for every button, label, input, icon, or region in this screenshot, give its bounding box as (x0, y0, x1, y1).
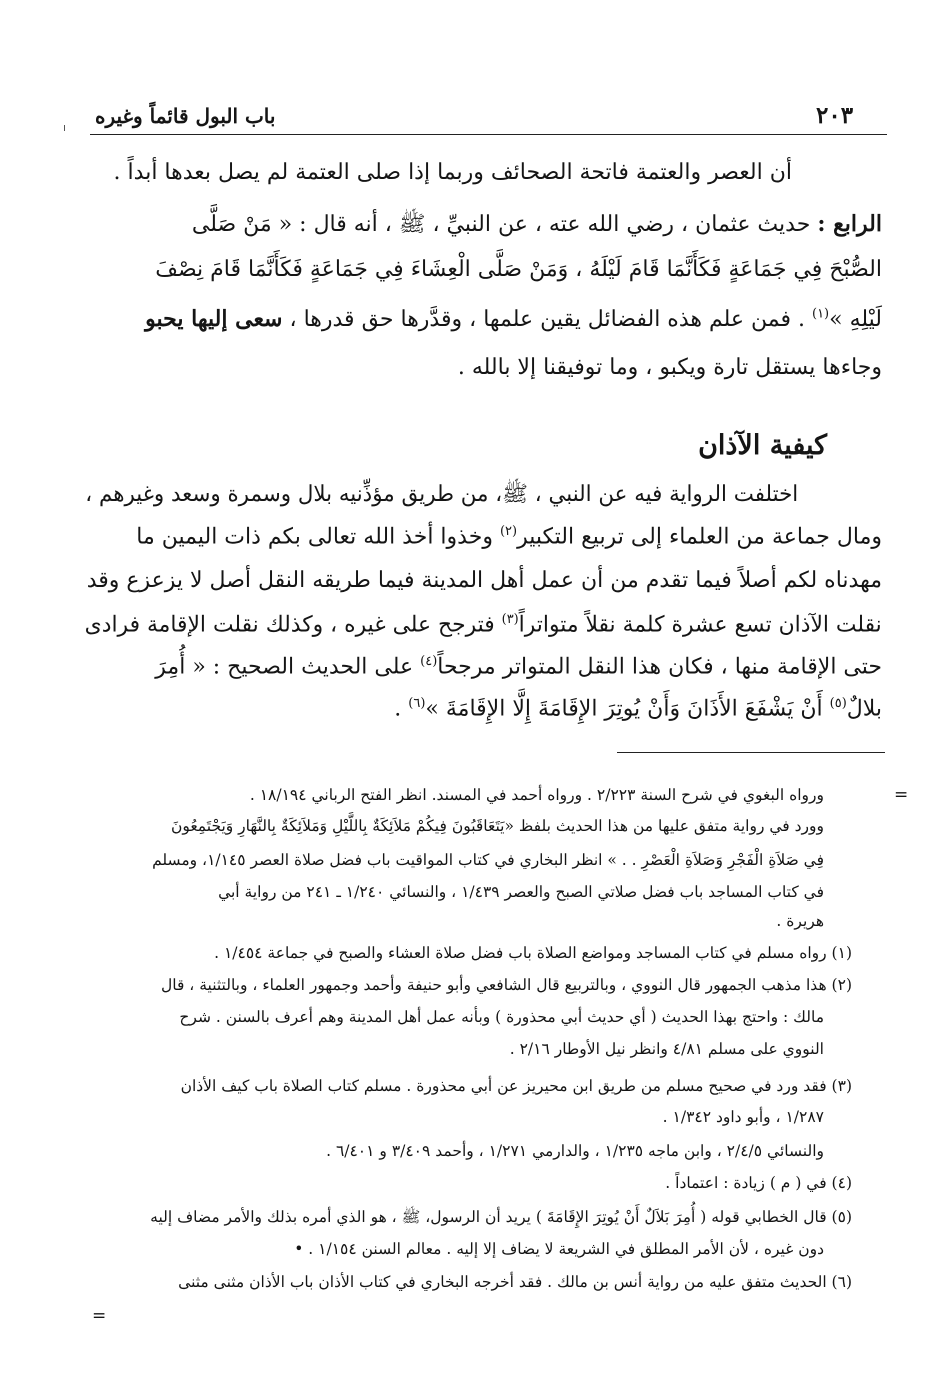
footnote-line: النووي على مسلم ٤/٨١ وانظر نيل الأوطار ٢/١٦ . (509, 1040, 824, 1058)
text-segment: . (394, 696, 409, 722)
footnote-line: (٥) قال الخطابي قوله ( أُمِرَ بَلاَلٌ أَنْ يُوتِرَ الإِقَامَةَ ) يريد أن الرسول، ﷺ ، هو الذي أمره بذلك والأمر مضاف إليه (150, 1208, 852, 1226)
footnote-ref: (٤) (420, 654, 438, 669)
text-segment: حتى الإقامة منها ، فكان هذا النقل المتواتر مرجحاً (437, 654, 882, 680)
text-segment: على الحديث الصحيح : « أُمِرَ (155, 654, 421, 680)
text-segment: ومال جماعة من العلماء إلى تربيع التكبير (517, 524, 882, 550)
margin-mark (64, 125, 65, 131)
quote-end: لَيْلِهِ » (829, 307, 882, 332)
footnote-line: هريرة . (776, 912, 824, 930)
footnote-ref: (٣) (501, 612, 519, 627)
footnote-line: في كتاب المساجد باب فضل صلاتي الصبح والعصر ١/٤٣٩ ، والنسائي ١/٢٤٠ ـ ٢٤١ من رواية أبي (218, 883, 824, 901)
text-line: مهدناه لكم أصلاً فيما تقدم من أن عمل أهل المدينة فيما طريقه النقل أصل لا يزعزع وقد (86, 568, 882, 593)
footnote-ref: (٦) (408, 696, 426, 711)
footnote-line: دون غيره ، لأن الأمر المطلق في الشريعة لا يضاف إلا إليه . معالم السنن ١/١٥٤ . • (294, 1240, 824, 1258)
text-line (155, 654, 882, 679)
footnote-line: مالك : واحتج بهذا الحديث ( أي حديث أبي محذورة ) وبأنه عمل أهل المدينة وهم أعرف بالسنن . شرح (179, 1008, 824, 1026)
footnote-separator (617, 752, 885, 753)
footnote-line: فِي صَلاَةِ الْفَجْرِ وَصَلاَةِ الْعَصْرِ . . » انظر البخاري في كتاب المواقيت باب فضل صلاة العصر ١/١٤٥، ومسلم (152, 851, 824, 869)
page-number: ٢٠٣ (816, 102, 854, 129)
text-line: الصُّبْحَ فِي جَمَاعَةٍ فَكَأَنَّمَا قَامَ لَيْلَهُ ، وَمَنْ صَلَّى الْعِشَاءَ فِي جَمَاعَةٍ فَكَأَنَّمَا قَامَ نِصْفَ (155, 257, 882, 282)
footnote-line: (٣) فقد ورد في صحيح مسلم من طريق ابن محيريز عن أبي محذورة . مسلم كتاب الصلاة باب كيف الأذان (180, 1077, 852, 1095)
footnote-line: (٤) في ( م ) زيادة : اعتماداً . (665, 1174, 852, 1192)
text-line: وجاءها يستقل تارة ويكبو ، وما توفيقنا إلا بالله . (457, 355, 882, 380)
text-segment: . فمن علم هذه الفضائل يقين علمها ، وقدَّرها حق قدرها ، (289, 307, 812, 332)
footnote-line: والنسائي ٢/٤/٥ ، وابن ماجه ١/٢٣٥ ، والدارمي ١/٢٧١ ، وأحمد ٣/٤٠٩ و ٦/٤٠١ . (326, 1142, 824, 1160)
running-header-title: باب البول قائماً وغيره (95, 104, 276, 128)
text-line: أن العصر والعتمة فاتحة الصحائف وربما إذا صلى العتمة لم يصل بعدها أبداً . (113, 160, 792, 185)
text-segment: بلالٌ (846, 696, 882, 722)
text-line (394, 696, 882, 721)
text-segment: فترجح على غيره ، وكذلك نقلت الإقامة فرادى (84, 612, 502, 638)
text-segment: وخذوا أخذ الله تعالى بكم ذات اليمين ما (136, 524, 500, 550)
text-segment: نقلت الآذان تسع عشرة كلمة نقلاً متواتراً (518, 612, 882, 638)
text-line (85, 612, 882, 637)
continuation-mark: = (92, 1306, 107, 1326)
footnote-line: وورد في رواية متفق عليها من هذا الحديث بلفظ «يَتَعَاقَبُونَ فِيكُمْ مَلاَئِكَةٌ بِاللَّيْلِ وَمَلاَئِكَةٌ بِالنَّهَارِ وَيَجْتَمِعُونَ (170, 817, 824, 835)
header-rule (90, 134, 887, 135)
text-line (192, 210, 882, 242)
continuation-mark: = (894, 785, 909, 805)
footnote-ref: (١) (811, 306, 830, 322)
footnote-line: (٦) الحديث متفق عليه من رواية أنس بن مالك . فقد أخرجه البخاري في كتاب الأذان باب الأذان مثنى مثنى (178, 1273, 852, 1291)
emphasis-phrase: سعى إليها يحبو (145, 306, 283, 332)
footnote-line: ١/٢٨٧ ، وأبو داود ١/٣٤٢ . (662, 1108, 824, 1126)
text-line (145, 306, 882, 332)
footnote-line: (٢) هذا مذهب الجمهور قال النووي ، وبالتربيع قال الشافعي وأبو حنيفة وأحمد وجمهور العلماء ، وبالتثنية ، قال (160, 976, 852, 994)
rabi-label: الرابع : (817, 211, 882, 237)
rabi-text: حديث عثمان ، رضي الله عته ، عن النبيِّ ، ﷺ ، أنه قال : « مَنْ صَلَّى (191, 212, 811, 237)
footnote-ref: (٢) (499, 524, 518, 539)
text-line: اختلفت الرواية فيه عن النبي ، ﷺ، من طريق مؤذِّنيه بلال وسمرة وسعد وغيرهم ، (85, 482, 798, 507)
footnote-line: ورواه البغوي في شرح السنة ٢/٢٢٣ . ورواه أحمد في المسند. انظر الفتح الرباني ١٨/١٩٤ . (249, 786, 824, 804)
footnote-line: (١) رواه مسلم في كتاب المساجد ومواضع الصلاة باب فضل صلاة العشاء والصبح في جماعة ١/٤٥٤ . (214, 944, 852, 962)
text-segment: أَنْ يَشْفَعَ الأَذَانَ وَأَنْ يُوتِرَ الإِقَامَةَ إِلَّا الإِقَامَةَ » (425, 696, 830, 722)
text-line (136, 524, 882, 549)
footnote-ref: (٥) (829, 696, 847, 711)
section-heading: كيفية الآذان (698, 430, 827, 461)
